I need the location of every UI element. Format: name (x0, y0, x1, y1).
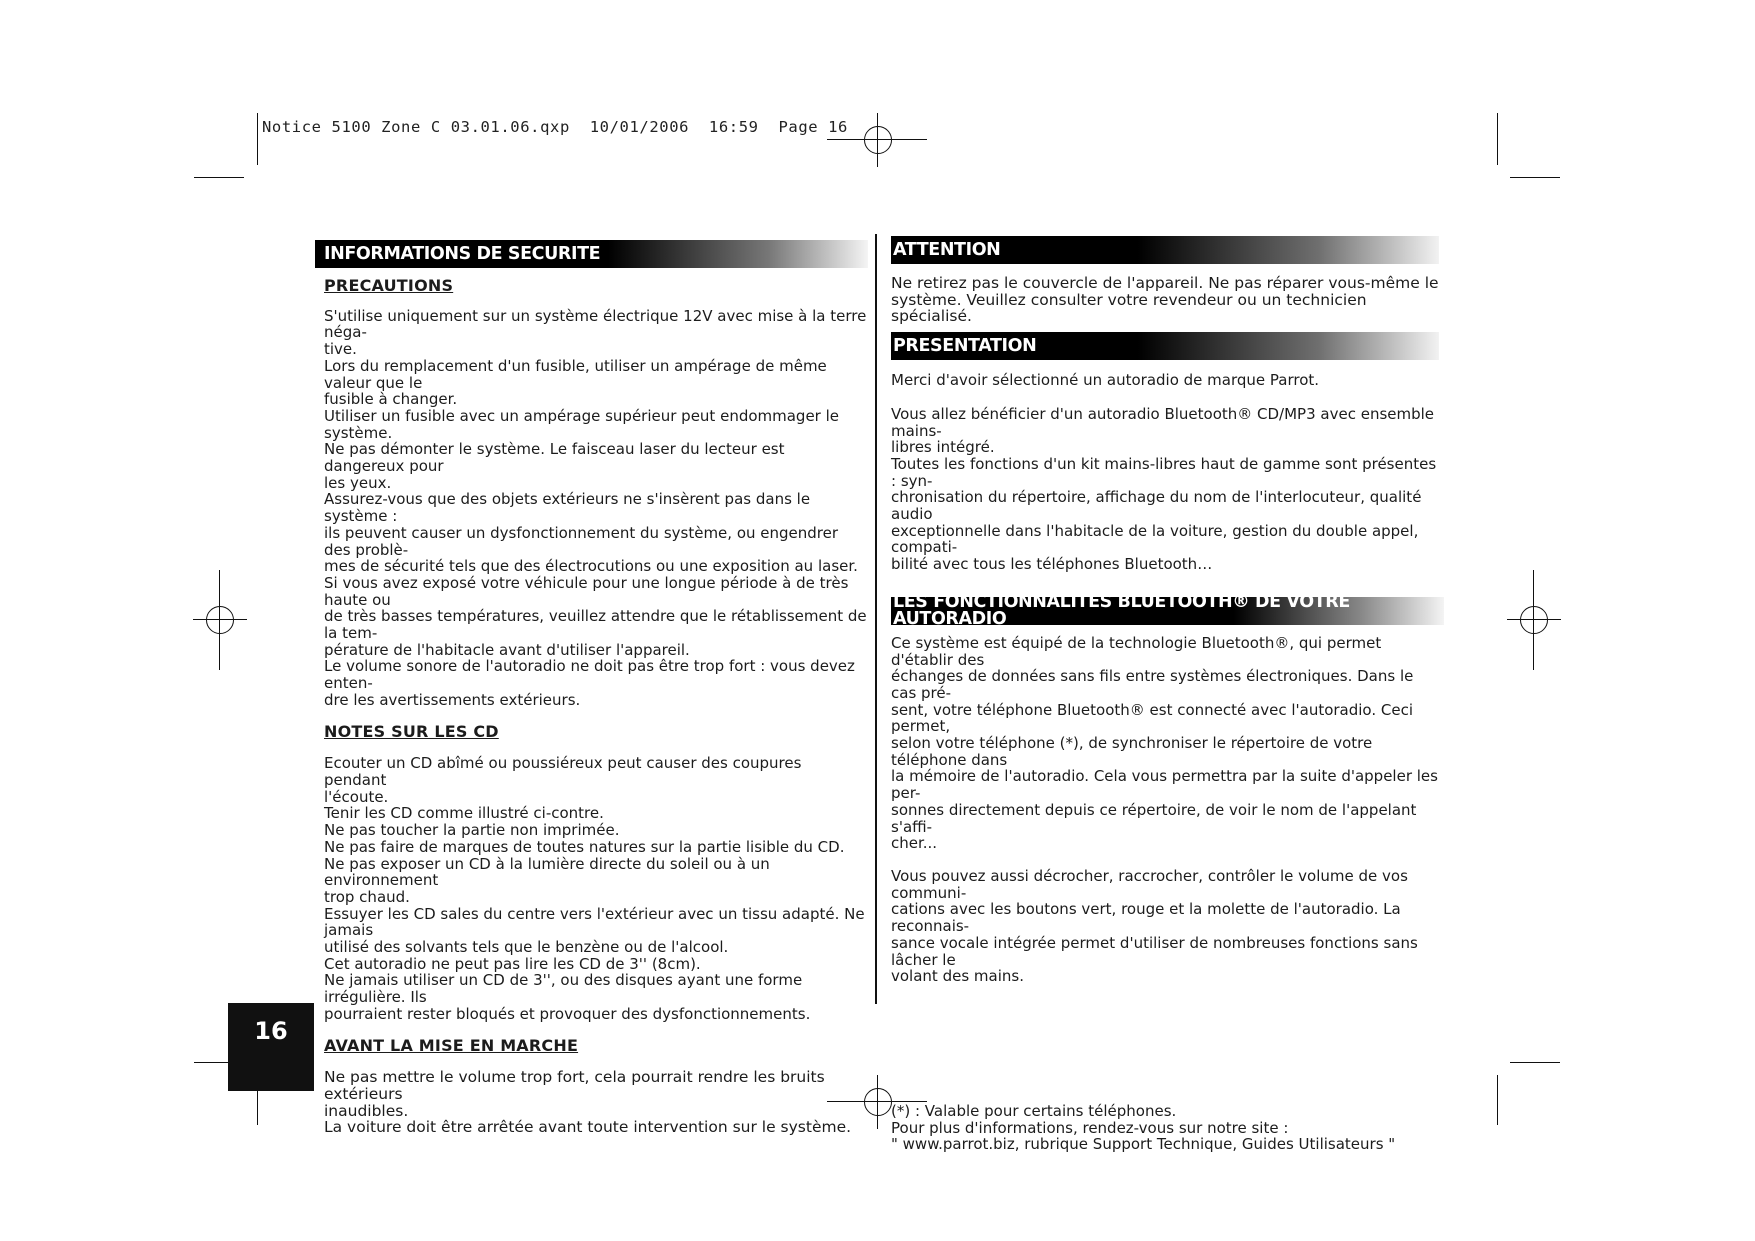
section-header-safety: INFORMATIONS DE SECURITE (315, 240, 868, 268)
text-line: trop chaud. (324, 887, 410, 906)
text-line: Vous allez bénéficier d'un autoradio Bluetooth® CD/MP3 avec ensemble mains- (891, 404, 1435, 440)
text-line: ils peuvent causer un dysfonctionnement du système, ou engendrer des problè- (324, 523, 839, 559)
text-line: utilisé des solvants tels que le benzène ou de l'alcool. (324, 938, 729, 957)
page-number-tab (228, 1003, 314, 1091)
text-line: les yeux. (324, 473, 392, 492)
bluetooth-text-1 (891, 635, 1443, 852)
section-header-bluetooth: LES FONCTIONNALITES BLUETOOTH® DE VOTRE AUTORADIO (891, 597, 1444, 625)
text-line: bilité avec tous les téléphones Bluetooth… (891, 555, 1213, 574)
column-divider (875, 234, 877, 1004)
precautions-text (324, 308, 868, 709)
presentation-intro: Merci d'avoir sélectionné un autoradio de marque Parrot. (891, 371, 1320, 390)
footnote (891, 1103, 1443, 1153)
before-start-text (324, 1069, 868, 1136)
attention-text (891, 275, 1443, 325)
file-slug: Notice 5100 Zone C 03.01.06.qxp 10/01/2006 16:59 Page 16 (262, 118, 848, 136)
text-line: Ne jamais utiliser un CD de 3'', ou des disques ayant une forme irrégulière. Ils (324, 971, 803, 1007)
section-header-presentation: PRESENTATION (891, 332, 1439, 360)
text-line: sonnes directement depuis ce répertoire, de voir le nom de l'appelant s'affi- (891, 800, 1417, 836)
text-line: Ne pas mettre le volume trop fort, cela pourrait rendre les bruits extérieurs (324, 1068, 825, 1103)
crop-mark (1497, 113, 1498, 165)
crop-mark (257, 113, 258, 165)
footnote-line: (*) : Valable pour certains téléphones. (891, 1101, 1177, 1120)
text-line: selon votre téléphone (*), de synchroniser le répertoire de votre téléphone dans (891, 734, 1373, 769)
before-start-heading: AVANT LA MISE EN MARCHE (324, 1035, 579, 1055)
section-header-attention: ATTENTION (891, 236, 1439, 264)
text-line: inaudibles. (324, 1101, 409, 1120)
text-line: mes de sécurité tels que des électrocutions ou une exposition au laser. (324, 557, 858, 576)
text-line: Lors du remplacement d'un fusible, utiliser un ampérage de même valeur que le (324, 356, 827, 392)
crop-mark (827, 139, 927, 140)
right-column (891, 236, 1443, 1153)
footnote-line: " www.parrot.biz, rubrique Support Technique, Guides Utilisateurs " (891, 1135, 1396, 1154)
text-line: Vous pouvez aussi décrocher, raccrocher, contrôler le volume de vos communi- (891, 866, 1408, 902)
text-line: Utiliser un fusible avec un ampérage supérieur peut endommager le système. (324, 406, 840, 442)
crop-mark (1497, 1075, 1498, 1125)
text-line: Tenir les CD comme illustré ci-contre. (324, 804, 604, 823)
text-line: de très basses températures, veuillez attendre que le rétablissement de la tem- (324, 607, 867, 643)
text-line: cations avec les boutons vert, rouge et la molette de l'autoradio. La reconnais- (891, 900, 1401, 936)
text-line: dre les avertissements extérieurs. (324, 690, 581, 709)
cd-notes-heading: NOTES SUR LES CD (324, 721, 499, 741)
text-line: Ne pas toucher la partie non imprimée. (324, 821, 620, 840)
cd-notes-text (324, 755, 868, 1022)
crop-mark (1533, 570, 1534, 670)
text-line: S'utilise uniquement sur un système électrique 12V avec mise à la terre néga- (324, 306, 867, 342)
text-line: Ne pas faire de marques de toutes natures sur la partie lisible du CD. (324, 837, 845, 856)
text-line: tive. (324, 340, 357, 359)
text-line: exceptionnelle dans l'habitacle de la voiture, gestion du double appel, compati- (891, 521, 1419, 557)
text-line: Toutes les fonctions d'un kit mains-libres haut de gamme sont présentes : syn- (891, 454, 1437, 490)
text-line: libres intégré. (891, 438, 995, 457)
text-line: pérature de l'habitacle avant d'utiliser l'appareil. (324, 640, 690, 659)
registration-mark-icon (206, 606, 234, 634)
text-line: Cet autoradio ne peut pas lire les CD de 3'' (8cm). (324, 954, 701, 973)
crop-mark (1510, 177, 1560, 178)
text-line: système. Veuillez consulter votre revendeur ou un technicien spécialisé. (891, 290, 1367, 326)
registration-mark-icon (864, 126, 892, 154)
text-line: Ne pas démonter le système. Le faisceau laser du lecteur est dangereux pour (324, 440, 785, 476)
page-number: 16 (254, 1017, 288, 1045)
text-line: Si vous avez exposé votre véhicule pour une longue période à de très haute ou (324, 573, 849, 609)
text-line: Assurez-vous que des objets extérieurs ne s'insèrent pas dans le système : (324, 490, 811, 526)
text-line: Le volume sonore de l'autoradio ne doit pas être trop fort : vous devez enten- (324, 657, 855, 693)
text-line: cher... (891, 834, 938, 853)
text-line: Ce système est équipé de la technologie Bluetooth®, qui permet d'établir des (891, 633, 1382, 669)
crop-mark (1510, 1062, 1560, 1063)
registration-mark-icon (864, 1088, 892, 1116)
text-line: pourraient rester bloqués et provoquer des dysfonctionnements. (324, 1004, 811, 1023)
text-line: sance vocale intégrée permet d'utiliser de nombreuses fonctions sans lâcher le (891, 933, 1418, 969)
text-line: Ne retirez pas le couvercle de l'appareil. Ne pas réparer vous-même le (891, 274, 1439, 292)
crop-mark (194, 177, 244, 178)
footnote-line: Pour plus d'informations, rendez-vous sur notre site : (891, 1118, 1289, 1137)
bluetooth-text-2 (891, 868, 1443, 985)
text-line: fusible à changer. (324, 390, 458, 409)
registration-mark-icon (1520, 606, 1548, 634)
text-line: échanges de données sans fils entre systèmes électroniques. Dans le cas pré- (891, 667, 1414, 702)
precautions-heading: PRECAUTIONS (324, 276, 454, 295)
text-line: Ecouter un CD abîmé ou poussiéreux peut causer des coupures pendant (324, 754, 802, 789)
text-line: sent, votre téléphone Bluetooth® est connecté avec l'autoradio. Ceci permet, (891, 700, 1413, 736)
left-column (324, 240, 868, 1136)
text-line: Essuyer les CD sales du centre vers l'extérieur avec un tissu adapté. Ne jamais (324, 904, 865, 940)
text-line: chronisation du répertoire, affichage du nom de l'interlocuteur, qualité audio (891, 488, 1422, 524)
presentation-text (891, 406, 1443, 573)
text-line: volant des mains. (891, 967, 1024, 986)
crop-mark (219, 570, 220, 670)
text-line: Ne pas exposer un CD à la lumière directe du soleil ou à un environnement (324, 854, 770, 890)
text-line: l'écoute. (324, 787, 389, 806)
text-line: La voiture doit être arrêtée avant toute intervention sur le système. (324, 1118, 852, 1137)
text-line: la mémoire de l'autoradio. Cela vous permettra par la suite d'appeler les per- (891, 767, 1438, 803)
